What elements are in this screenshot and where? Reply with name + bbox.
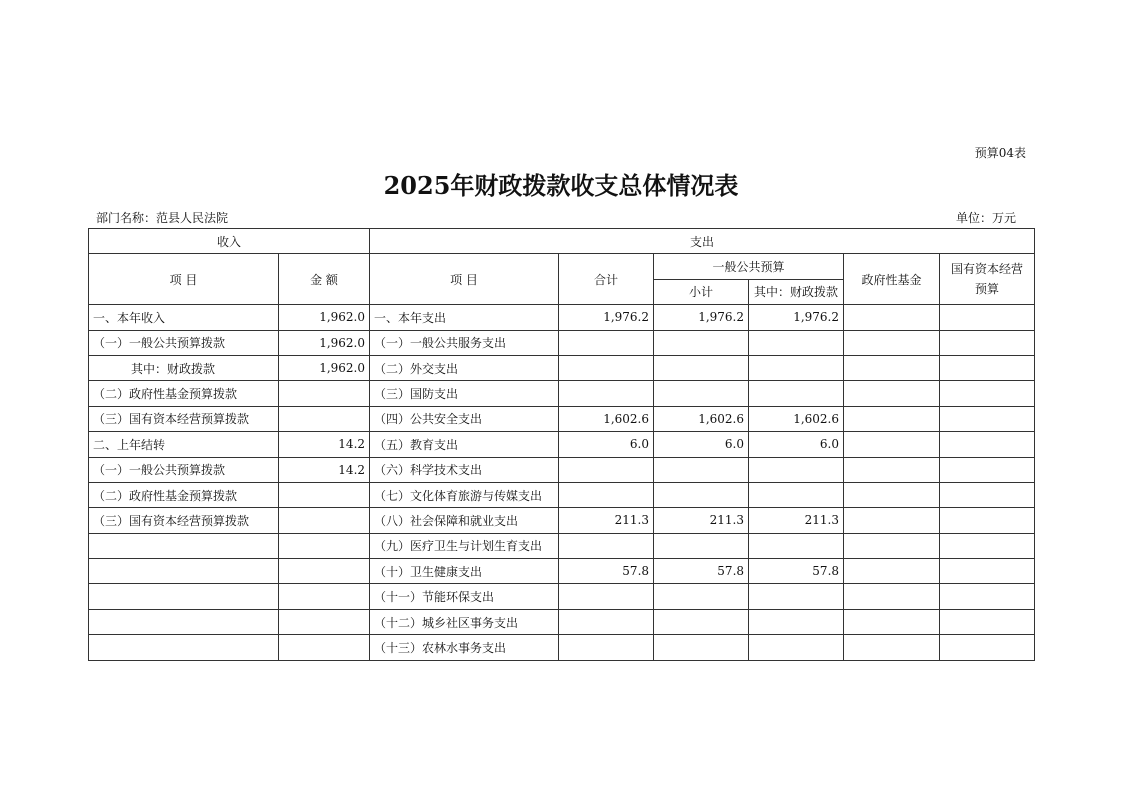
income-amount-cell: 1,962.0	[279, 330, 370, 355]
total-cell	[559, 533, 654, 558]
table-row	[89, 584, 1035, 609]
total-cell	[559, 609, 654, 634]
state-capital-cell	[940, 559, 1035, 584]
fiscal-cell: 211.3	[749, 508, 844, 533]
table-row	[89, 635, 1035, 660]
state-capital-header-line1: 国有资本经营	[951, 262, 1024, 277]
subtotal-cell	[654, 482, 749, 507]
gov-fund-cell	[844, 482, 940, 507]
income-item-header: 项 目	[89, 254, 279, 305]
gov-fund-cell	[844, 508, 940, 533]
income-item-cell: 其中：财政拨款	[89, 355, 279, 380]
subtotal-cell	[654, 584, 749, 609]
income-amount-cell	[279, 508, 370, 533]
state-capital-cell	[940, 609, 1035, 634]
state-capital-cell	[940, 584, 1035, 609]
total-cell: 6.0	[559, 432, 654, 457]
fiscal-cell: 1,602.6	[749, 406, 844, 431]
total-cell	[559, 381, 654, 406]
subtotal-cell	[654, 457, 749, 482]
subtotal-header: 小计	[654, 279, 749, 304]
total-cell	[559, 635, 654, 660]
income-item-cell	[89, 559, 279, 584]
table-row	[89, 381, 1035, 406]
table-row	[89, 508, 1035, 533]
income-amount-cell	[279, 584, 370, 609]
table-row	[89, 609, 1035, 634]
subtotal-cell	[654, 609, 749, 634]
total-cell: 1,976.2	[559, 305, 654, 330]
expenditure-item-cell: （一）一般公共服务支出	[370, 330, 559, 355]
total-cell	[559, 584, 654, 609]
income-item-cell	[89, 533, 279, 558]
total-cell: 1,602.6	[559, 406, 654, 431]
income-amount-header: 金 额	[279, 254, 370, 305]
state-capital-cell	[940, 330, 1035, 355]
income-amount-cell: 14.2	[279, 432, 370, 457]
income-amount-cell	[279, 635, 370, 660]
gov-fund-cell	[844, 533, 940, 558]
expenditure-item-cell: （十二）城乡社区事务支出	[370, 609, 559, 634]
income-item-cell: （二）政府性基金预算拨款	[89, 381, 279, 406]
total-header: 合计	[559, 254, 654, 305]
table-row	[89, 457, 1035, 482]
gov-fund-cell	[844, 584, 940, 609]
fiscal-cell	[749, 584, 844, 609]
gov-fund-cell	[844, 381, 940, 406]
fiscal-cell	[749, 355, 844, 380]
fiscal-cell	[749, 381, 844, 406]
state-capital-cell	[940, 305, 1035, 330]
state-capital-cell	[940, 406, 1035, 431]
table-row	[89, 330, 1035, 355]
income-amount-cell: 1,962.0	[279, 355, 370, 380]
fiscal-cell	[749, 609, 844, 634]
income-item-cell	[89, 609, 279, 634]
unit-label: 单位：万元	[955, 211, 1016, 225]
gov-fund-header: 政府性基金	[844, 254, 940, 305]
table-row	[89, 533, 1035, 558]
expenditure-item-cell: （五）教育支出	[370, 432, 559, 457]
income-header: 收入	[89, 229, 370, 254]
state-capital-cell	[940, 432, 1035, 457]
gov-fund-cell	[844, 457, 940, 482]
total-cell	[559, 355, 654, 380]
expenditure-item-cell: （十一）节能环保支出	[370, 584, 559, 609]
gov-fund-cell	[844, 330, 940, 355]
fiscal-cell	[749, 457, 844, 482]
income-item-cell	[89, 635, 279, 660]
total-cell	[559, 457, 654, 482]
income-item-cell: （三）国有资本经营预算拨款	[89, 508, 279, 533]
gov-fund-cell	[844, 305, 940, 330]
fiscal-cell	[749, 330, 844, 355]
state-capital-cell	[940, 457, 1035, 482]
expenditure-item-cell: （九）医疗卫生与计划生育支出	[370, 533, 559, 558]
income-item-cell	[89, 584, 279, 609]
income-amount-cell	[279, 482, 370, 507]
table-row	[89, 482, 1035, 507]
fiscal-cell: 6.0	[749, 432, 844, 457]
income-amount-cell	[279, 533, 370, 558]
income-amount-cell	[279, 559, 370, 584]
gov-fund-cell	[844, 559, 940, 584]
expenditure-item-cell: （二）外交支出	[370, 355, 559, 380]
income-amount-cell	[279, 381, 370, 406]
income-amount-cell: 14.2	[279, 457, 370, 482]
expenditure-item-cell: （七）文化体育旅游与传媒支出	[370, 482, 559, 507]
expenditure-header: 支出	[370, 229, 1035, 254]
fiscal-cell: 1,976.2	[749, 305, 844, 330]
total-cell	[559, 482, 654, 507]
state-capital-cell	[940, 508, 1035, 533]
subtotal-cell	[654, 330, 749, 355]
form-number: 预算04表	[974, 146, 1026, 160]
subtotal-cell	[654, 533, 749, 558]
income-item-cell: 一、本年收入	[89, 305, 279, 330]
general-budget-header: 一般公共预算	[654, 254, 844, 279]
budget-table	[88, 228, 1035, 661]
expenditure-item-header: 项 目	[370, 254, 559, 305]
state-capital-cell	[940, 482, 1035, 507]
state-capital-cell	[940, 533, 1035, 558]
total-cell: 57.8	[559, 559, 654, 584]
expenditure-item-cell: （三）国防支出	[370, 381, 559, 406]
department-label: 部门名称：范县人民法院	[96, 211, 229, 225]
expenditure-item-cell: （四）公共安全支出	[370, 406, 559, 431]
income-amount-cell	[279, 609, 370, 634]
income-amount-cell	[279, 406, 370, 431]
table-row	[89, 355, 1035, 380]
expenditure-item-cell: 一、本年支出	[370, 305, 559, 330]
gov-fund-cell	[844, 609, 940, 634]
gov-fund-cell	[844, 406, 940, 431]
gov-fund-cell	[844, 355, 940, 380]
expenditure-item-cell: （十三）农林水事务支出	[370, 635, 559, 660]
state-capital-cell	[940, 635, 1035, 660]
subtotal-cell: 1,602.6	[654, 406, 749, 431]
state-capital-header	[940, 254, 1035, 305]
fiscal-cell	[749, 482, 844, 507]
fiscal-cell	[749, 635, 844, 660]
table-row	[89, 406, 1035, 431]
fiscal-appropriation-header: 其中：财政拨款	[749, 279, 844, 304]
state-capital-header-line2: 预算	[975, 282, 1000, 297]
subtotal-cell: 6.0	[654, 432, 749, 457]
expenditure-item-cell: （八）社会保障和就业支出	[370, 508, 559, 533]
income-item-cell: （二）政府性基金预算拨款	[89, 482, 279, 507]
fiscal-cell: 57.8	[749, 559, 844, 584]
gov-fund-cell	[844, 635, 940, 660]
subtotal-cell: 57.8	[654, 559, 749, 584]
gov-fund-cell	[844, 432, 940, 457]
table-row	[89, 559, 1035, 584]
table-row	[89, 432, 1035, 457]
fiscal-cell	[749, 533, 844, 558]
total-cell: 211.3	[559, 508, 654, 533]
total-cell	[559, 330, 654, 355]
income-amount-cell: 1,962.0	[279, 305, 370, 330]
state-capital-cell	[940, 355, 1035, 380]
income-item-cell: （一）一般公共预算拨款	[89, 457, 279, 482]
expenditure-item-cell: （六）科学技术支出	[370, 457, 559, 482]
table-row	[89, 305, 1035, 330]
income-item-cell: 二、上年结转	[89, 432, 279, 457]
expenditure-item-cell: （十）卫生健康支出	[370, 559, 559, 584]
subtotal-cell	[654, 355, 749, 380]
income-item-cell: （三）国有资本经营预算拨款	[89, 406, 279, 431]
subtotal-cell	[654, 381, 749, 406]
subtotal-cell: 1,976.2	[654, 305, 749, 330]
subtotal-cell	[654, 635, 749, 660]
page-title: 2025年财政拨款收支总体情况表	[383, 171, 739, 200]
subtotal-cell: 211.3	[654, 508, 749, 533]
income-item-cell: （一）一般公共预算拨款	[89, 330, 279, 355]
state-capital-cell	[940, 381, 1035, 406]
